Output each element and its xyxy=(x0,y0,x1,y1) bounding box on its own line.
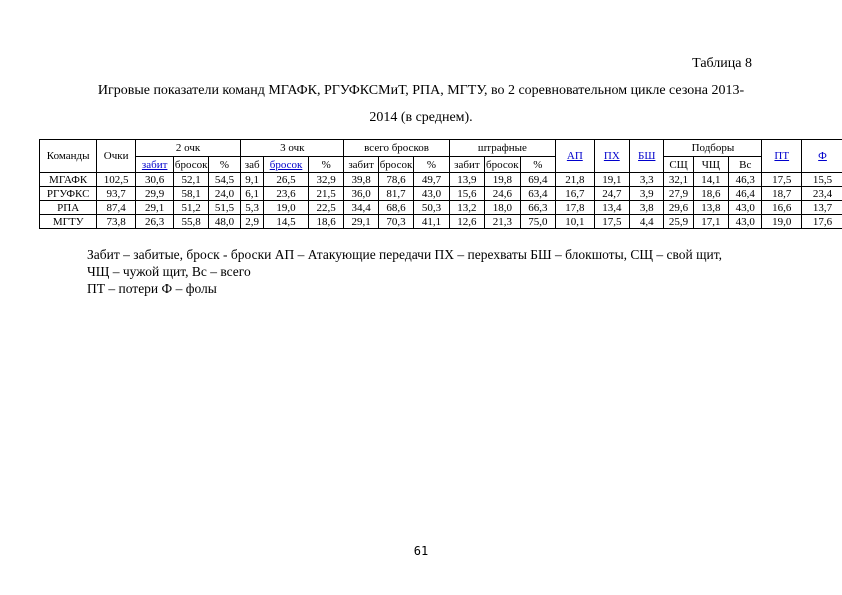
stat-cell: 54,5 xyxy=(208,173,240,187)
subcol-3pt-scored: заб xyxy=(241,157,264,173)
stat-cell: 70,3 xyxy=(378,215,413,229)
stat-cell: 10,1 xyxy=(556,215,595,229)
col-group-2pt: 2 очк xyxy=(135,140,240,157)
stat-cell: 6,1 xyxy=(241,187,264,201)
stat-cell: 36,0 xyxy=(344,187,378,201)
team-name: РГУФКС xyxy=(40,187,97,201)
stat-cell: 55,8 xyxy=(174,215,208,229)
note-line: Забит – забитые, броск - броски АП – Атакующие передачи ПХ – перехваты БШ – блокшоты, СЩ – свой щит, xyxy=(87,247,723,262)
stat-cell: 21,3 xyxy=(485,215,520,229)
subcol-2pt-scored-link[interactable]: забит xyxy=(135,157,174,173)
stat-cell: 29,1 xyxy=(344,215,378,229)
col-header-points: Очки xyxy=(97,140,136,173)
stat-cell: 24,6 xyxy=(485,187,520,201)
team-name: РПА xyxy=(40,201,97,215)
stat-cell: 13,2 xyxy=(449,201,484,215)
col-group-rebounds: Подборы xyxy=(664,140,762,157)
subcol-rebounds-opp: ЧЩ xyxy=(693,157,728,173)
stat-cell: 46,4 xyxy=(729,187,762,201)
stat-cell: 22,5 xyxy=(308,201,343,215)
col-header-turnovers-link[interactable]: ПТ xyxy=(762,140,802,173)
notes xyxy=(87,246,767,297)
stat-cell: 13,4 xyxy=(594,201,629,215)
col-group-free-throws: штрафные xyxy=(449,140,555,157)
table-row xyxy=(40,187,842,201)
subcol-2pt-pct: % xyxy=(208,157,240,173)
stat-cell: 25,9 xyxy=(664,215,693,229)
subcol-ft-scored: забит xyxy=(449,157,484,173)
stat-cell: 23,4 xyxy=(802,187,842,201)
stat-cell: 15,5 xyxy=(802,173,842,187)
stat-cell: 18,6 xyxy=(308,215,343,229)
stat-cell: 51,2 xyxy=(174,201,208,215)
stat-cell: 19,8 xyxy=(485,173,520,187)
stat-cell: 24,7 xyxy=(594,187,629,201)
subcol-rebounds-total: Вс xyxy=(729,157,762,173)
stat-cell: 58,1 xyxy=(174,187,208,201)
stat-cell: 27,9 xyxy=(664,187,693,201)
stat-cell: 39,8 xyxy=(344,173,378,187)
col-header-blocks-link[interactable]: БШ xyxy=(630,140,664,173)
note-line: ПТ – потери Ф – фолы xyxy=(87,281,217,296)
stat-cell: 23,6 xyxy=(264,187,309,201)
stat-cell: 17,1 xyxy=(693,215,728,229)
stat-cell: 17,5 xyxy=(594,215,629,229)
stat-cell: 87,4 xyxy=(97,201,136,215)
document-heading xyxy=(0,77,842,131)
stat-cell: 29,1 xyxy=(135,201,174,215)
stat-cell: 19,0 xyxy=(264,201,309,215)
stat-cell: 78,6 xyxy=(378,173,413,187)
stat-cell: 41,1 xyxy=(414,215,449,229)
stat-cell: 4,4 xyxy=(630,215,664,229)
col-header-steals-link[interactable]: ПХ xyxy=(594,140,629,173)
stat-cell: 13,8 xyxy=(693,201,728,215)
table-row xyxy=(40,201,842,215)
note-line: ЧЩ – чужой щит, Вс – всего xyxy=(87,264,251,279)
stat-cell: 21,5 xyxy=(308,187,343,201)
stat-cell: 26,3 xyxy=(135,215,174,229)
stat-cell: 50,3 xyxy=(414,201,449,215)
stat-cell: 3,3 xyxy=(630,173,664,187)
stat-cell: 15,6 xyxy=(449,187,484,201)
stat-cell: 93,7 xyxy=(97,187,136,201)
stat-cell: 75,0 xyxy=(520,215,555,229)
stat-cell: 19,0 xyxy=(762,215,802,229)
stats-table-body xyxy=(40,173,842,229)
stat-cell: 17,8 xyxy=(556,201,595,215)
stat-cell: 46,3 xyxy=(729,173,762,187)
stat-cell: 63,4 xyxy=(520,187,555,201)
stat-cell: 14,5 xyxy=(264,215,309,229)
stat-cell: 14,1 xyxy=(693,173,728,187)
stat-cell: 49,7 xyxy=(414,173,449,187)
col-group-total-shots: всего бросков xyxy=(344,140,449,157)
stat-cell: 17,6 xyxy=(802,215,842,229)
stat-cell: 29,9 xyxy=(135,187,174,201)
table-row xyxy=(40,215,842,229)
stat-cell: 17,5 xyxy=(762,173,802,187)
stat-cell: 66,3 xyxy=(520,201,555,215)
col-header-teams: Команды xyxy=(40,140,97,173)
team-name: МГАФК xyxy=(40,173,97,187)
stat-cell: 21,8 xyxy=(556,173,595,187)
document-heading-line2: 2014 (в среднем). xyxy=(369,110,473,125)
stat-cell: 18,0 xyxy=(485,201,520,215)
stat-cell: 16,7 xyxy=(556,187,595,201)
col-header-fouls-link[interactable]: Ф xyxy=(802,140,842,173)
stat-cell: 12,6 xyxy=(449,215,484,229)
stat-cell: 32,9 xyxy=(308,173,343,187)
subcol-total-attempts: бросок xyxy=(379,158,413,171)
stat-cell: 5,3 xyxy=(241,201,264,215)
stat-cell: 13,9 xyxy=(449,173,484,187)
stat-cell: 3,8 xyxy=(630,201,664,215)
stat-cell: 26,5 xyxy=(264,173,309,187)
stat-cell: 43,0 xyxy=(729,201,762,215)
stat-cell: 51,5 xyxy=(208,201,240,215)
stat-cell: 52,1 xyxy=(174,173,208,187)
subcol-3pt-attempts-link[interactable]: бросок xyxy=(264,157,309,173)
subcol-ft-attempts: бросок xyxy=(486,158,519,171)
col-header-assists-link[interactable]: АП xyxy=(556,140,595,173)
stat-cell: 19,1 xyxy=(594,173,629,187)
stat-cell: 3,9 xyxy=(630,187,664,201)
stat-cell: 43,0 xyxy=(729,215,762,229)
subcol-3pt-pct: % xyxy=(308,157,343,173)
stat-cell: 13,7 xyxy=(802,201,842,215)
stat-cell: 43,0 xyxy=(414,187,449,201)
stat-cell: 9,1 xyxy=(241,173,264,187)
stat-cell: 81,7 xyxy=(378,187,413,201)
stat-cell: 30,6 xyxy=(135,173,174,187)
subcol-rebounds-own: СЩ xyxy=(664,157,693,173)
subcol-ft-pct: % xyxy=(520,157,555,173)
stat-cell: 29,6 xyxy=(664,201,693,215)
stat-cell: 2,9 xyxy=(241,215,264,229)
document-heading-line1: Игровые показатели команд МГАФК, РГУФКСМиТ, РПА, МГТУ, во 2 соревновательном цикле сезона 2013- xyxy=(97,83,745,98)
table-row xyxy=(40,173,842,187)
stat-cell: 34,4 xyxy=(344,201,378,215)
stat-cell: 48,0 xyxy=(208,215,240,229)
col-group-3pt: 3 очк xyxy=(241,140,344,157)
stat-cell: 18,7 xyxy=(762,187,802,201)
stat-cell: 102,5 xyxy=(97,173,136,187)
stat-cell: 69,4 xyxy=(520,173,555,187)
subcol-total-pct: % xyxy=(414,157,449,173)
stat-cell: 16,6 xyxy=(762,201,802,215)
subcol-2pt-attempts: бросок xyxy=(174,158,208,171)
stat-cell: 68,6 xyxy=(378,201,413,215)
stat-cell: 24,0 xyxy=(208,187,240,201)
stats-table xyxy=(39,139,842,229)
stat-cell: 73,8 xyxy=(97,215,136,229)
team-name: МГТУ xyxy=(40,215,97,229)
stat-cell: 18,6 xyxy=(693,187,728,201)
table-caption: Таблица 8 xyxy=(692,56,752,71)
subcol-total-scored: забит xyxy=(344,157,378,173)
page-number: 61 xyxy=(413,544,429,558)
stat-cell: 32,1 xyxy=(664,173,693,187)
